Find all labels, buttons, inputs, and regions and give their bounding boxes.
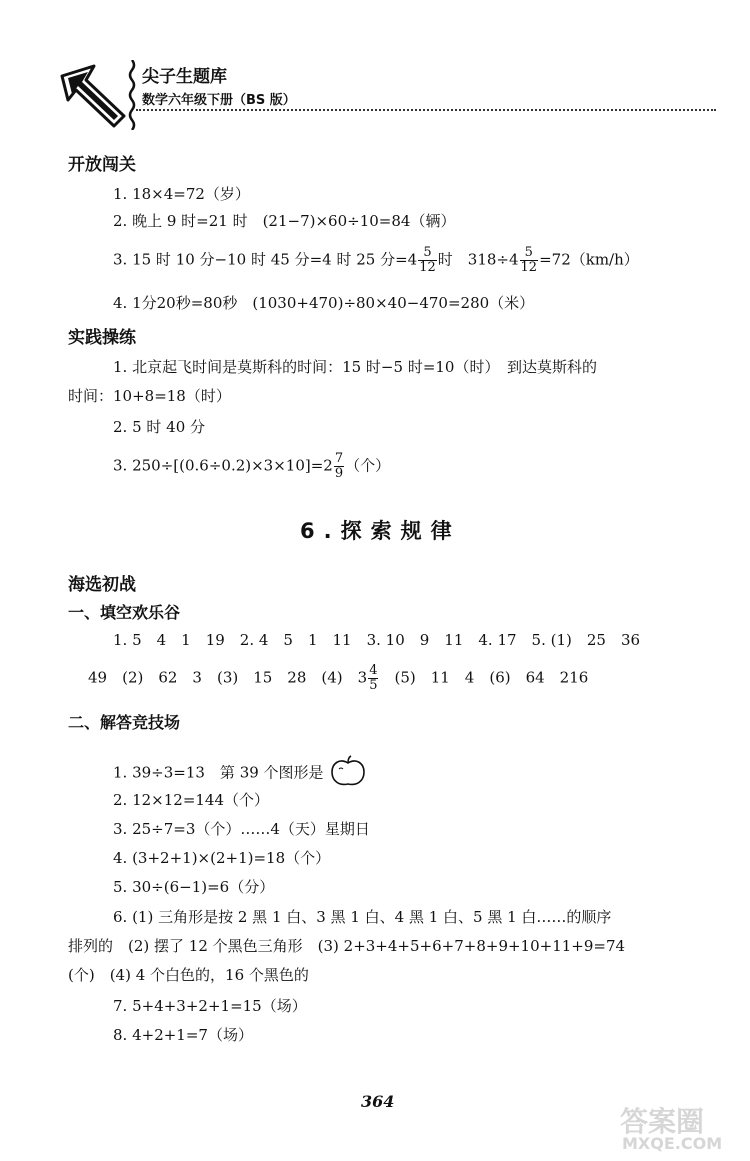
text-segment: (5) 11 4 (6) 64 216 xyxy=(379,668,589,687)
section-title-practice: 实践操练 xyxy=(68,328,136,348)
fraction-numerator: 4 xyxy=(369,663,378,678)
text-segment: 时 318÷4 xyxy=(437,250,519,269)
fraction xyxy=(520,246,539,275)
answer-line: 排列的 (2) 摆了 12 个黑色三角形 (3) 2+3+4+5+6+7+8+9+10+11+9=74 xyxy=(68,937,626,955)
header-subtitle: 数学六年级下册（BS 版） xyxy=(142,93,296,108)
text-segment: 3. 250÷[(0.6÷0.2)×3×10]=2 xyxy=(113,456,333,475)
answer-line: 2. 12×12=144（个） xyxy=(113,791,270,809)
subsection-title-fill-blank: 一、填空欢乐谷 xyxy=(68,603,181,622)
answer-line: 5. 30÷(6−1)=6（分） xyxy=(113,878,275,896)
answer-line-with-icon xyxy=(113,755,366,792)
answer-line-with-fractions xyxy=(113,246,639,275)
answer-line-with-fraction xyxy=(113,452,390,481)
fraction-numerator: 5 xyxy=(418,246,437,261)
text-segment: =72（km/h） xyxy=(539,250,639,269)
answer-line: (个) (4) 4 个白色的，16 个黑色的 xyxy=(68,966,309,984)
fraction-denominator: 5 xyxy=(369,678,378,693)
answer-line-with-fraction xyxy=(88,664,588,693)
answer-line: 2. 晚上 9 时=21 时 (21−7)×60÷10=84（辆） xyxy=(113,212,456,230)
header-arrow-icon xyxy=(58,60,128,130)
watermark-url: MXQE.COM xyxy=(622,1134,723,1153)
text-segment: 1. 39÷3=13 第 39 个图形是 xyxy=(113,763,324,782)
fraction-numerator: 5 xyxy=(520,246,539,261)
fraction-numerator: 7 xyxy=(334,451,344,466)
header-wavy-rule xyxy=(128,60,136,130)
header-dotted-rule xyxy=(136,109,716,111)
section-title-open-challenge: 开放闯关 xyxy=(68,155,136,175)
answer-line: 1. 5 4 1 19 2. 4 5 1 11 3. 10 9 11 4. 17 5. (1) 25 36 xyxy=(113,631,641,649)
answer-line: 3. 25÷7=3（个）……4（天）星期日 xyxy=(113,820,370,838)
fraction-denominator: 12 xyxy=(520,260,538,275)
chapter-title: 6.探索规律 xyxy=(300,519,461,543)
watermark-logo: 答案圈 xyxy=(620,1105,705,1138)
answer-line: 8. 4+2+1=7（场） xyxy=(113,1026,253,1044)
answer-line: 7. 5+4+3+2+1=15（场） xyxy=(113,997,307,1015)
text-segment: 3. 15 时 10 分−10 时 45 分=4 时 25 分=4 xyxy=(113,250,418,269)
fraction xyxy=(418,246,437,275)
answer-line: 1. 18×4=72（岁） xyxy=(113,185,250,203)
answer-line: 6. (1) 三角形是按 2 黑 1 白、3 黑 1 白、4 黑 1 白、5 黑 1 白……的顺序 xyxy=(113,908,612,926)
answer-line: 4. (3+2+1)×(2+1)=18（个） xyxy=(113,849,331,867)
fraction-denominator: 12 xyxy=(419,260,436,275)
apple-icon xyxy=(330,755,366,792)
fraction xyxy=(334,452,344,481)
text-segment: （个） xyxy=(345,456,391,475)
answer-line: 2. 5 时 40 分 xyxy=(113,418,206,436)
page-number: 364 xyxy=(361,1092,395,1111)
answer-line: 1. 北京起飞时间是莫斯科的时间：15 时−5 时=10（时） 到达莫斯科的 xyxy=(113,358,597,376)
text-segment: 49 (2) 62 3 (3) 15 28 (4) 3 xyxy=(88,668,368,687)
answer-line: 4. 1分20秒=80秒 (1030+470)÷80×40−470=280（米） xyxy=(113,294,535,312)
fraction-denominator: 9 xyxy=(334,466,344,481)
fraction xyxy=(368,664,378,693)
answer-line: 时间：10+8=18（时） xyxy=(68,387,231,405)
header-title: 尖子生题库 xyxy=(142,67,227,87)
subsection-title-answer-arena: 二、解答竞技场 xyxy=(68,713,181,732)
section-title-preliminary: 海选初战 xyxy=(68,575,136,595)
